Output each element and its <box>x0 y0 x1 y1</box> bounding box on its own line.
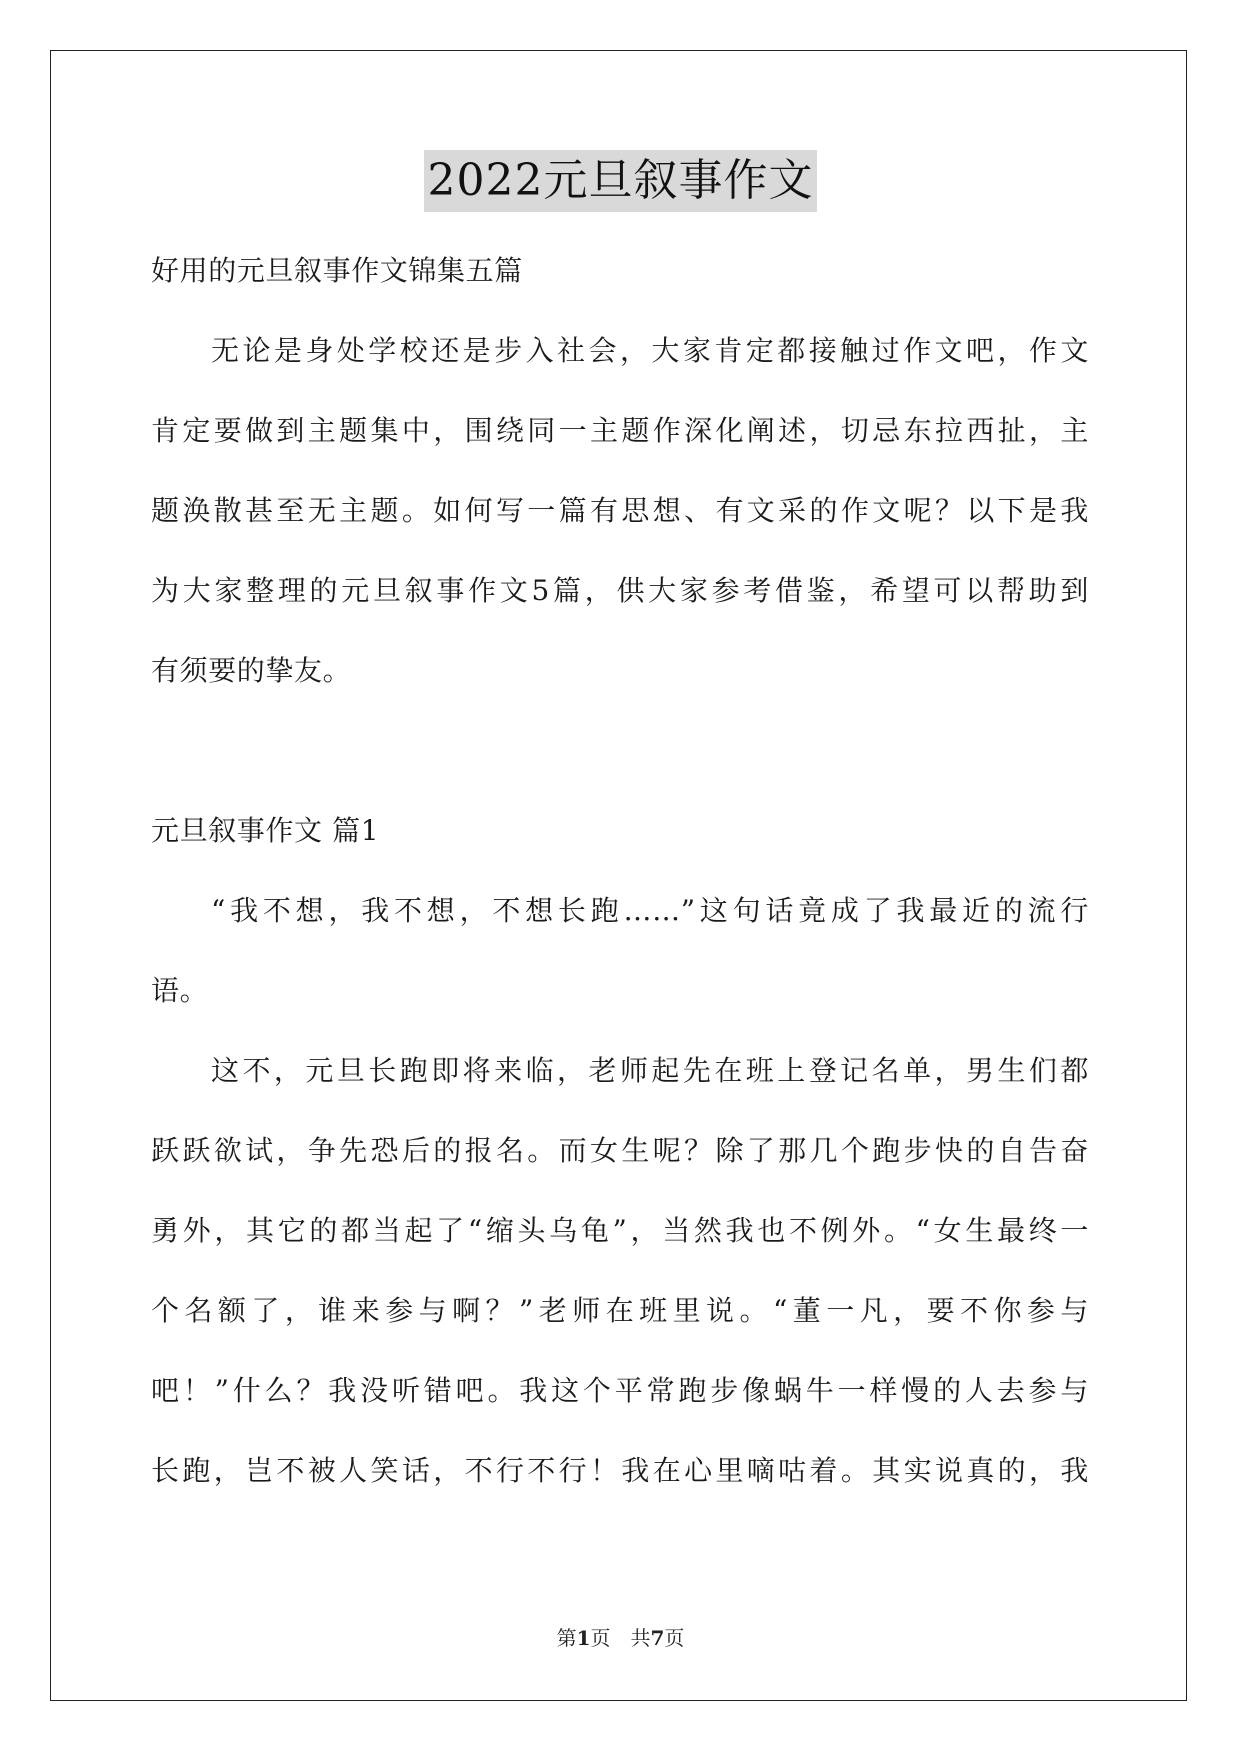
page-unit: 页 <box>590 1626 611 1650</box>
total-page-number: 7 <box>650 1626 665 1650</box>
intro-line: 肯定要做到主题集中，围绕同一主题作深化阐述，切忌东拉西扯，主 <box>151 414 1089 447</box>
document-title: 2022元旦叙事作文 <box>424 150 818 212</box>
paragraph-line: 跃跃欲试，争先恐后的报名。而女生呢？除了那几个跑步快的自告奋 <box>151 1134 1089 1167</box>
paragraph-line: 语。 <box>151 974 209 1007</box>
total-prefix: 共 <box>630 1626 651 1650</box>
total-unit: 页 <box>664 1626 685 1650</box>
intro-line: 题涣散甚至无主题。如何写一篇有思想、有文采的作文呢？以下是我 <box>151 494 1089 527</box>
paragraph-line: 长跑，岂不被人笑话，不行不行！我在心里嘀咕着。其实说真的，我 <box>151 1454 1089 1487</box>
document-body <box>151 231 1089 1511</box>
document-subtitle: 好用的元旦叙事作文锦集五篇 <box>151 254 523 287</box>
current-page-number: 1 <box>576 1626 591 1650</box>
page-prefix: 第 <box>556 1626 577 1650</box>
paragraph-line: 吧！”什么？我没听错吧。我这个平常跑步像蜗牛一样慢的人去参与 <box>151 1374 1089 1407</box>
intro-line: 为大家整理的元旦叙事作文5篇，供大家参考借鉴，希望可以帮助到 <box>151 574 1089 607</box>
paragraph-line: 勇外，其它的都当起了“缩头乌龟”，当然我也不例外。“女生最终一 <box>151 1214 1089 1247</box>
intro-line: 无论是身处学校还是步入社会，大家肯定都接触过作文吧，作文 <box>211 334 1089 367</box>
title-container <box>0 150 1241 212</box>
spacer <box>151 711 1089 791</box>
paragraph-line: 这不，元旦长跑即将来临，老师起先在班上登记名单，男生们都 <box>211 1054 1089 1087</box>
paragraph-line: “我不想，我不想，不想长跑……”这句话竟成了我最近的流行 <box>211 894 1089 927</box>
section-heading: 元旦叙事作文 篇1 <box>151 814 380 847</box>
page-footer <box>0 1622 1241 1651</box>
intro-line: 有须要的挚友。 <box>151 654 352 687</box>
paragraph-line: 个名额了，谁来参与啊？”老师在班里说。“董一凡，要不你参与 <box>151 1294 1089 1327</box>
